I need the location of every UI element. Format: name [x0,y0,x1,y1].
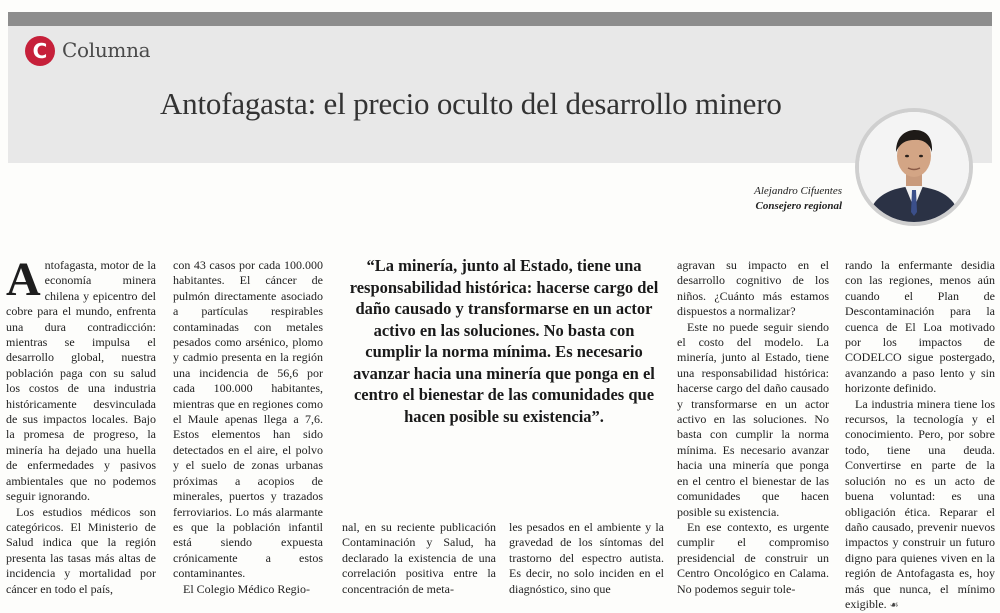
paragraph: Antofagasta, motor de la economía minera chilena y epicentro del cobre para el mundo, enfrenta una dura contradicción: mientras se impulsa el desarrollo global, nuestra población paga con su salud los costos de una industria históricamente desvinculada de sus impactos locales. Bajo la promesa de progreso, la minería ha dejado una huella de enfermedades y pasivos ambientales que no podemos seguir ignorando. [6,253,156,504]
paragraph: les pesados en el ambiente y la gravedad de los síntomas del trastorno del espectro autista. Es decir, no solo inciden en el diagnóstico, sino que [509,520,664,596]
drop-cap: A [6,253,41,306]
paragraph: El Colegio Médico Regio- [183,581,310,596]
paragraph: En ese contexto, es urgente cumplir el compromiso presidencial de construir un Centro Oncológico en Calama. No podemos seguir tole- [677,519,829,596]
author-portrait [855,108,973,226]
paragraph: Este no puede seguir siendo el costo del modelo. La minería, junto al Estado, tiene una responsabilidad histórica: hacerse cargo del daño causado y transformarse en un actor activo en las soluciones. No basta con cumplir la norma mínima. Es necesario avanzar hacia una minería que ponga en el centro el bienestar de las comunidades que hacen posible su existencia. [677,319,829,519]
paragraph: rando la enfermante desidia con las regiones, menos aún cuando el Plan de Descontaminación para la cuenca de El Loa motivado por los impactos de CODELCO sigue postergado, avanzando a paso lento y sin horizonte definido. [845,258,995,396]
author-name: Alejandro Cifuentes [754,185,842,197]
text-column-3 [342,520,496,597]
pull-quote: “La minería, junto al Estado, tiene una responsabilidad histórica: hacerse cargo del daño causado y transformarse en un actor activo en las soluciones. No basta con cumplir la norma mínima. Es necesario avanzar hacia una minería que ponga en el centro el bienestar de las comunidades que hacen posible su existencia”. [349,256,659,426]
author-role: Consejero regional [755,200,842,212]
top-bar [8,12,992,26]
article-headline: Antofagasta: el precio oculto del desarrollo minero [160,86,782,121]
text-column-5 [677,258,829,597]
section-label: Columna [62,38,151,62]
paragraph: Los estudios médicos son categóricos. El Ministerio de Salud indica que la región presenta las tasas más altas de incidencia y mortalidad por cáncer en todo el país, [6,504,156,596]
text-column-1 [6,253,156,597]
text-column-4 [509,520,664,597]
text-column-6 [845,258,995,613]
end-mark-icon: ☙ [889,599,899,611]
paragraph: nal, en su reciente publicación Contaminación y Salud, ha declarado la existencia de una correlación positiva entre la concentración de meta- [342,520,496,596]
paragraph: La industria minera tiene los recursos, la tecnología y el conocimiento. Pero, por sobre todo, tiene una deuda. Convertirse en parte de la solución no es un acto de buena voluntad: es una obligación ética. Reparar el daño causado, prevenir nuevos impactos y construir un futuro digno para quienes viven en la región de Antofagasta es, hoy más que nunca, el mínimo exigible. ☙ [845,396,995,611]
paragraph: con 43 casos por cada 100.000 habitantes. El cáncer de pulmón directamente asociado a partículas respirables contaminadas con metales pesados como arsénico, plomo y cadmio presenta en la región una incidencia de 56,6 por cada 100.000 habitantes, mientras que en regiones como el Maule apenas llega a 7,6. Estos elementos han sido detectados en el aire, el polvo y el suelo de zonas urbanas próximas a acopios de minerales, puertos y trazados ferroviarios. Lo más alarmante es que la población infantil está siendo expuesta crónicamente a estos contaminantes. [173,258,323,581]
author-byline [754,184,842,214]
paragraph: agravan su impacto en el desarrollo cognitivo de los niños. ¿Cuánto más estamos dispuestos a normalizar? [677,258,829,319]
text-column-2 [173,258,323,597]
section-badge-icon: C [25,36,55,66]
